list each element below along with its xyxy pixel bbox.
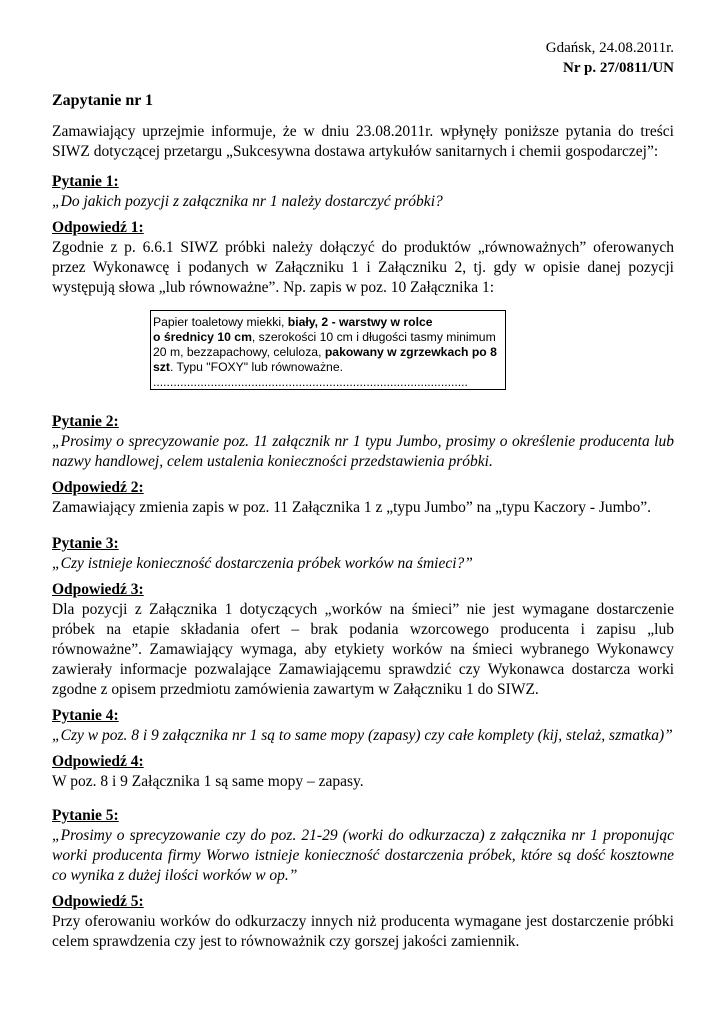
answer-4-label: Odpowiedź 4: bbox=[52, 753, 144, 770]
question-1-label: Pytanie 1: bbox=[52, 173, 119, 190]
box-dots: ............................................................................................. bbox=[153, 375, 468, 389]
question-3-label: Pytanie 3: bbox=[52, 535, 119, 552]
question-4 bbox=[52, 706, 674, 746]
answer-4-text: W poz. 8 i 9 Załącznika 1 są same mopy – zapasy. bbox=[52, 773, 364, 790]
place-date: Gdańsk, 24.08.2011r. bbox=[545, 40, 674, 56]
question-5-text: „Prosimy o sprecyzowanie czy do poz. 21-29 (worki do odkurzacza) z załącznika nr 1 proponując worki producenta firmy Worwo istnieje konieczność dostarczenia próbek, które są dość kosztowne co wynika z dużej ilości worków w op.” bbox=[52, 827, 674, 884]
example-entry-box bbox=[150, 310, 506, 390]
question-5-label: Pytanie 5: bbox=[52, 807, 119, 824]
answer-5-text: Przy oferowaniu worków do odkurzaczy innych niż producenta wymagane jest dostarczenie próbki celem sprawdzenia czy jest to równoważnik czy gorszej jakości zamiennik. bbox=[52, 913, 674, 950]
question-3-text: „Czy istnieje konieczność dostarczenia próbek worków na śmieci?” bbox=[52, 555, 473, 572]
reference-number: Nr p. 27/0811/UN bbox=[563, 60, 674, 76]
answer-5-label: Odpowiedź 5: bbox=[52, 893, 144, 910]
answer-3 bbox=[52, 580, 674, 700]
intro-paragraph: Zamawiający uprzejmie informuje, że w dniu 23.08.2011r. wpłynęły poniższe pytania do treści SIWZ dotyczącej przetargu „Sukcesywna dostawa artykułów sanitarnych i chemii gospodarczej”: bbox=[52, 123, 674, 160]
question-3 bbox=[52, 534, 674, 574]
answer-5 bbox=[52, 892, 674, 952]
box-text-5: pakowany w zgrzewkach po 8 szt bbox=[153, 345, 497, 374]
question-5 bbox=[52, 806, 674, 886]
question-1-text: „Do jakich pozycji z załącznika nr 1 należy dostarczyć próbki? bbox=[52, 193, 443, 210]
answer-1 bbox=[52, 218, 674, 298]
box-text-4: , szerokości 10 cm i długości tasmy minimum 20 m, bezzapachowy, celuloza, bbox=[153, 330, 496, 359]
answer-1-text: Zgodnie z p. 6.6.1 SIWZ próbki należy dołączyć do produktów „równoważnych” oferowanych przez Wykonawcę i podanych w Załączniku 1 i Załączniku 2, tj. gdy w opisie danej pozycji występują słowa „lub równoważne”. Np. zapis w poz. 10 Załącznika 1: bbox=[52, 239, 674, 296]
question-2-label: Pytanie 2: bbox=[52, 413, 119, 430]
answer-3-label: Odpowiedź 3: bbox=[52, 581, 144, 598]
answer-4 bbox=[52, 752, 674, 792]
answer-2-label: Odpowiedź 2: bbox=[52, 479, 144, 496]
document-page bbox=[52, 38, 674, 952]
answer-1-label: Odpowiedź 1: bbox=[52, 219, 144, 236]
box-text-3: o średnicy 10 cm bbox=[153, 330, 252, 344]
question-2 bbox=[52, 412, 674, 472]
document-title: Zapytanie nr 1 bbox=[52, 92, 154, 109]
question-1 bbox=[52, 172, 674, 212]
question-4-text: „Czy w poz. 8 i 9 załącznika nr 1 są to same mopy (zapasy) czy całe komplety (kij, stelaż, szmatka)” bbox=[52, 727, 673, 744]
answer-2-text: Zamawiający zmienia zapis w poz. 11 Załącznika 1 z „typu Jumbo” na „typu Kaczory - Jumbo”. bbox=[52, 499, 651, 516]
answer-3-text: Dla pozycji z Załącznika 1 dotyczących „worków na śmieci” nie jest wymagane dostarczenie próbek na etapie składania ofert – brak podania wzorcowego producenta i zapisu „lub równoważne”. Zamawiający wymaga, aby etykiety worków na śmieci wybranego Wykonawcy zawierały informacje pozwalające Zamawiającemu sprawdzić czy Wykonawca dostarcza worki zgodne z opisem przedmiotu zamówienia zawartym w Załączniku 1 do SIWZ. bbox=[52, 601, 674, 698]
answer-2 bbox=[52, 478, 674, 518]
box-text-2: biały, 2 - warstwy w rolce bbox=[287, 315, 433, 329]
question-4-label: Pytanie 4: bbox=[52, 707, 119, 724]
box-text-1: Papier toaletowy miekki, bbox=[153, 315, 288, 329]
question-2-text: „Prosimy o sprecyzowanie poz. 11 załącznik nr 1 typu Jumbo, prosimy o określenie producenta lub nazwy handlowej, celem ustalenia konieczności przedstawienia próbki. bbox=[52, 433, 674, 470]
box-text-6: . Typu "FOXY" lub równoważne. bbox=[169, 360, 343, 374]
